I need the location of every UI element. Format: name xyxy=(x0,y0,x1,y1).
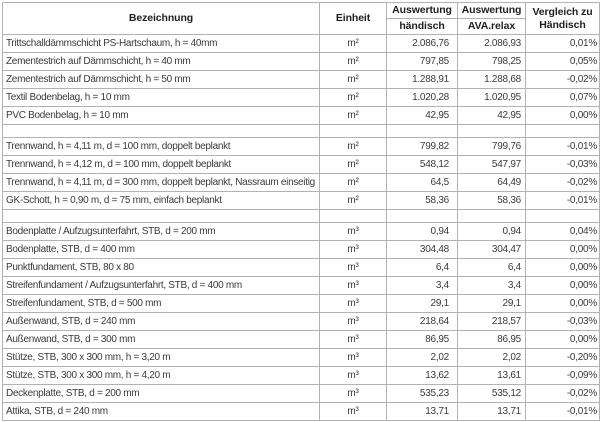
auswertung-ava-cell: 798,25 xyxy=(458,53,526,71)
header-vergleich xyxy=(526,3,600,35)
bezeichnung-cell xyxy=(3,210,320,223)
auswertung-haendisch-cell: 58,36 xyxy=(387,192,458,210)
vergleich-cell: 0,00% xyxy=(526,107,600,125)
einheit-cell: m³ xyxy=(320,331,387,349)
auswertung-ava-cell: 64,49 xyxy=(458,174,526,192)
table-row xyxy=(3,174,600,192)
table-row xyxy=(3,156,600,174)
table-row xyxy=(3,241,600,259)
table-row xyxy=(3,403,600,421)
table-row xyxy=(3,313,600,331)
auswertung-ava-cell: 2.086,93 xyxy=(458,35,526,53)
bezeichnung-cell: Punktfundament, STB, 80 x 80 xyxy=(3,259,320,277)
table-row xyxy=(3,107,600,125)
table-row xyxy=(3,295,600,313)
einheit-cell xyxy=(320,125,387,138)
vergleich-cell: 0,00% xyxy=(526,331,600,349)
auswertung-ava-cell: 799,76 xyxy=(458,138,526,156)
table-row xyxy=(3,385,600,403)
auswertung-ava-cell: 86,95 xyxy=(458,331,526,349)
auswertung-ava-cell: 304,47 xyxy=(458,241,526,259)
header-bezeichnung: Bezeichnung xyxy=(3,3,320,35)
einheit-cell: m² xyxy=(320,192,387,210)
bezeichnung-cell: Stütze, STB, 300 x 300 mm, h = 3,20 m xyxy=(3,349,320,367)
auswertung-ava-cell xyxy=(458,125,526,138)
vergleich-cell: -0,02% xyxy=(526,174,600,192)
auswertung-haendisch-cell: 64,5 xyxy=(387,174,458,192)
auswertung-haendisch-cell: 304,48 xyxy=(387,241,458,259)
auswertung-haendisch-cell: 86,95 xyxy=(387,331,458,349)
auswertung-ava-cell: 547,97 xyxy=(458,156,526,174)
vergleich-cell: 0,04% xyxy=(526,223,600,241)
auswertung-ava-cell: 2,02 xyxy=(458,349,526,367)
bezeichnung-cell: GK-Schott, h = 0,90 m, d = 75 mm, einfach beplankt xyxy=(3,192,320,210)
auswertung-haendisch-cell: 799,82 xyxy=(387,138,458,156)
table-row xyxy=(3,89,600,107)
vergleich-cell: -0,09% xyxy=(526,367,600,385)
vergleich-cell: 0,07% xyxy=(526,89,600,107)
einheit-cell: m² xyxy=(320,138,387,156)
vergleich-cell xyxy=(526,210,600,223)
table-row xyxy=(3,259,600,277)
table-row xyxy=(3,71,600,89)
bezeichnung-cell: Textil Bodenbelag, h = 10 mm xyxy=(3,89,320,107)
einheit-cell: m² xyxy=(320,35,387,53)
bezeichnung-cell: Stütze, STB, 300 x 300 mm, h = 4,20 m xyxy=(3,367,320,385)
auswertung-haendisch-cell: 13,62 xyxy=(387,367,458,385)
einheit-cell: m³ xyxy=(320,367,387,385)
table-row xyxy=(3,35,600,53)
header-auswertung-haendisch-top: Auswertung xyxy=(387,3,458,19)
einheit-cell: m² xyxy=(320,156,387,174)
auswertung-haendisch-cell: 29,1 xyxy=(387,295,458,313)
auswertung-haendisch-cell: 42,95 xyxy=(387,107,458,125)
auswertung-haendisch-cell: 797,85 xyxy=(387,53,458,71)
vergleich-cell: -0,01% xyxy=(526,138,600,156)
einheit-cell: m² xyxy=(320,71,387,89)
auswertung-haendisch-cell: 6,4 xyxy=(387,259,458,277)
auswertung-haendisch-cell: 2.086,76 xyxy=(387,35,458,53)
vergleich-cell: -0,03% xyxy=(526,156,600,174)
bezeichnung-cell: Streifenfundament, STB, d = 500 mm xyxy=(3,295,320,313)
auswertung-haendisch-cell: 535,23 xyxy=(387,385,458,403)
bezeichnung-cell: Bodenplatte / Aufzugsunterfahrt, STB, d = 200 mm xyxy=(3,223,320,241)
vergleich-cell: -0,02% xyxy=(526,71,600,89)
einheit-cell: m³ xyxy=(320,313,387,331)
bezeichnung-cell: Außenwand, STB, d = 240 mm xyxy=(3,313,320,331)
vergleich-cell: -0,03% xyxy=(526,313,600,331)
table-header xyxy=(3,3,600,35)
auswertung-haendisch-cell: 13,71 xyxy=(387,403,458,421)
auswertung-ava-cell: 3,4 xyxy=(458,277,526,295)
bezeichnung-cell: Außenwand, STB, d = 300 mm xyxy=(3,331,320,349)
header-vergleich-line1: Vergleich zu xyxy=(532,5,593,18)
quantity-comparison-table xyxy=(2,2,600,421)
auswertung-haendisch-cell: 218,64 xyxy=(387,313,458,331)
einheit-cell: m³ xyxy=(320,403,387,421)
spacer-row xyxy=(3,210,600,223)
auswertung-ava-cell: 58,36 xyxy=(458,192,526,210)
table-row xyxy=(3,367,600,385)
auswertung-ava-cell: 6,4 xyxy=(458,259,526,277)
bezeichnung-cell: Deckenplatte, STB, d = 200 mm xyxy=(3,385,320,403)
auswertung-ava-cell: 1.020,95 xyxy=(458,89,526,107)
table-row xyxy=(3,138,600,156)
einheit-cell: m³ xyxy=(320,385,387,403)
auswertung-haendisch-cell xyxy=(387,125,458,138)
vergleich-cell: 0,00% xyxy=(526,259,600,277)
vergleich-cell xyxy=(526,125,600,138)
auswertung-ava-cell: 0,94 xyxy=(458,223,526,241)
table-row xyxy=(3,223,600,241)
vergleich-cell: 0,00% xyxy=(526,241,600,259)
auswertung-ava-cell: 218,57 xyxy=(458,313,526,331)
auswertung-haendisch-cell xyxy=(387,210,458,223)
bezeichnung-cell: Trennwand, h = 4,12 m, d = 100 mm, doppelt beplankt xyxy=(3,156,320,174)
bezeichnung-cell: Zementestrich auf Dämmschicht, h = 40 mm xyxy=(3,53,320,71)
spacer-row xyxy=(3,125,600,138)
auswertung-ava-cell: 535,12 xyxy=(458,385,526,403)
bezeichnung-cell xyxy=(3,125,320,138)
bezeichnung-cell: Zementestrich auf Dämmschicht, h = 50 mm xyxy=(3,71,320,89)
vergleich-cell: 0,00% xyxy=(526,295,600,313)
table-row xyxy=(3,192,600,210)
einheit-cell: m² xyxy=(320,107,387,125)
bezeichnung-cell: Streifenfundament / Aufzugsunterfahrt, STB, d = 400 mm xyxy=(3,277,320,295)
vergleich-cell: -0,20% xyxy=(526,349,600,367)
auswertung-ava-cell: 13,61 xyxy=(458,367,526,385)
bezeichnung-cell: Bodenplatte, STB, d = 400 mm xyxy=(3,241,320,259)
auswertung-haendisch-cell: 0,94 xyxy=(387,223,458,241)
einheit-cell: m³ xyxy=(320,295,387,313)
bezeichnung-cell: Trittschalldämmschicht PS-Hartschaum, h = 40mm xyxy=(3,35,320,53)
bezeichnung-cell: Attika, STB, d = 240 mm xyxy=(3,403,320,421)
auswertung-ava-cell: 13,71 xyxy=(458,403,526,421)
auswertung-haendisch-cell: 1.020,28 xyxy=(387,89,458,107)
auswertung-haendisch-cell: 1.288,91 xyxy=(387,71,458,89)
einheit-cell: m² xyxy=(320,89,387,107)
auswertung-ava-cell: 1.288,68 xyxy=(458,71,526,89)
auswertung-haendisch-cell: 548,12 xyxy=(387,156,458,174)
table-row xyxy=(3,349,600,367)
einheit-cell: m³ xyxy=(320,349,387,367)
einheit-cell: m³ xyxy=(320,241,387,259)
einheit-cell xyxy=(320,210,387,223)
vergleich-cell: 0,05% xyxy=(526,53,600,71)
einheit-cell: m³ xyxy=(320,259,387,277)
header-auswertung-ava-sub: AVA.relax xyxy=(458,19,526,35)
vergleich-cell: 0,01% xyxy=(526,35,600,53)
header-auswertung-ava-top: Auswertung xyxy=(458,3,526,19)
auswertung-ava-cell: 42,95 xyxy=(458,107,526,125)
bezeichnung-cell: Trennwand, h = 4,11 m, d = 100 mm, doppelt beplankt xyxy=(3,138,320,156)
header-einheit: Einheit xyxy=(320,3,387,35)
auswertung-ava-cell xyxy=(458,210,526,223)
header-row-1 xyxy=(3,3,600,19)
vergleich-cell: -0,01% xyxy=(526,192,600,210)
vergleich-cell: 0,00% xyxy=(526,277,600,295)
table-body xyxy=(3,35,600,421)
einheit-cell: m² xyxy=(320,174,387,192)
vergleich-cell: -0,01% xyxy=(526,403,600,421)
auswertung-ava-cell: 29,1 xyxy=(458,295,526,313)
table-row xyxy=(3,53,600,71)
bezeichnung-cell: PVC Bodenbelag, h = 10 mm xyxy=(3,107,320,125)
einheit-cell: m² xyxy=(320,53,387,71)
einheit-cell: m³ xyxy=(320,223,387,241)
vergleich-cell: -0,02% xyxy=(526,385,600,403)
table-row xyxy=(3,277,600,295)
header-vergleich-line2: Händisch xyxy=(539,18,586,31)
auswertung-haendisch-cell: 3,4 xyxy=(387,277,458,295)
header-auswertung-haendisch-sub: händisch xyxy=(387,19,458,35)
einheit-cell: m³ xyxy=(320,277,387,295)
bezeichnung-cell: Trennwand, h = 4,11 m, d = 300 mm, doppelt beplankt, Nassraum einseitig xyxy=(3,174,320,192)
table-row xyxy=(3,331,600,349)
auswertung-haendisch-cell: 2,02 xyxy=(387,349,458,367)
